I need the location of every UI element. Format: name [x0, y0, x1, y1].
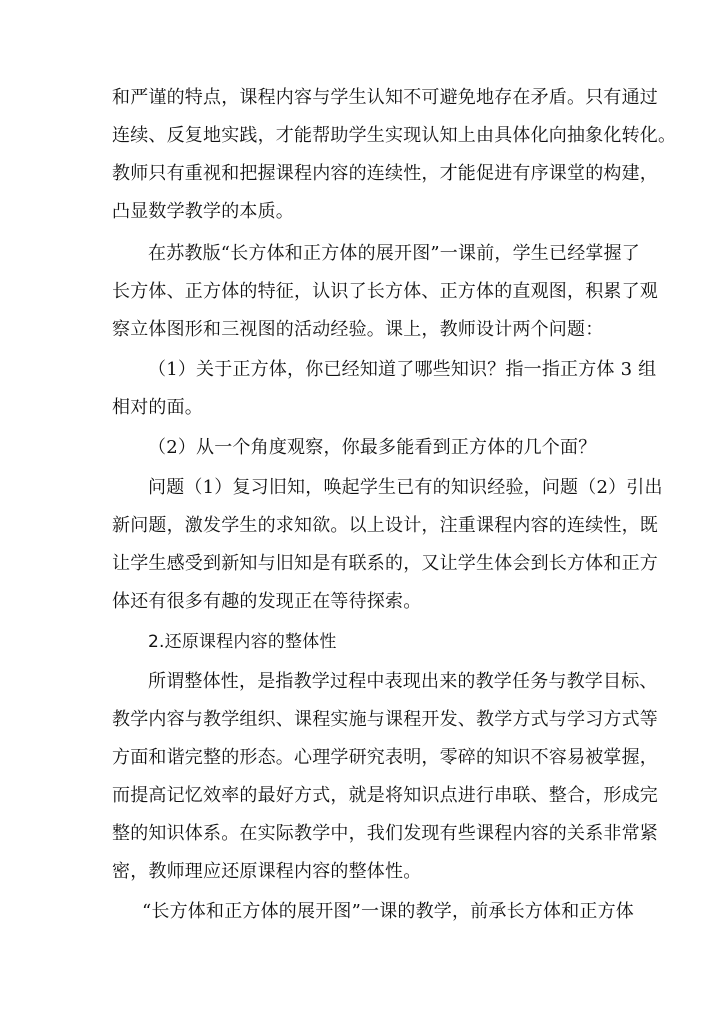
paragraph-first-line: 所谓整体性，是指教学过程中表现出来的教学任务与教学目标、 [148, 671, 658, 692]
text-line: 教学内容与教学组织、课程实施与课程开发、教学方式与学习方式等 [112, 709, 658, 730]
text-line: 教师只有重视和把握课程内容的连续性，才能促进有序课堂的构建， [112, 163, 658, 184]
text-line: 而提高记忆效率的最好方式，就是将知识点进行串联、整合，形成完 [112, 785, 658, 806]
text-line: 体还有很多有趣的发现正在等待探索。 [112, 591, 422, 612]
text-line: 长方体、正方体的特征，认识了长方体、正方体的直观图，积累了观 [112, 281, 658, 302]
paragraph-first-line: 问题（1）复习旧知，唤起学生已有的知识经验，问题（2）引出 [148, 477, 663, 498]
text-line: 方面和谐完整的形态。心理学研究表明，零碎的知识不容易被掌握， [112, 747, 658, 768]
text-line: 相对的面。 [112, 397, 203, 418]
text-line: 察立体图形和三视图的活动经验。课上，教师设计两个问题： [112, 319, 604, 340]
paragraph-first-line: 在苏教版“长方体和正方体的展开图”一课前，学生已经掌握了 [148, 243, 641, 264]
text-line: 新问题，激发学生的求知欲。以上设计，注重课程内容的连续性，既 [112, 515, 658, 536]
text-line: 连续、反复地实践，才能帮助学生实现认知上由具体化向抽象化转化。 [112, 125, 677, 146]
text-line: 凸显数学教学的本质。 [112, 201, 294, 222]
text-line: 让学生感受到新知与旧知是有联系的，又让学生体会到长方体和正方 [112, 553, 658, 574]
text-line: 整的知识体系。在实际教学中，我们发现有些课程内容的关系非常紧 [112, 823, 658, 844]
text-line: 和严谨的特点，课程内容与学生认知不可避免地存在矛盾。只有通过 [112, 87, 658, 108]
paragraph-first-line: “长方体和正方体的展开图”一课的教学，前承长方体和正方体 [142, 901, 635, 922]
question-1-line: （1）关于正方体，你已经知道了哪些知识？指一指正方体 3 组 [148, 359, 657, 380]
section-heading: 2.还原课程内容的整体性 [148, 632, 337, 652]
text-line: 密，教师理应还原课程内容的整体性。 [112, 861, 422, 882]
question-2-line: （2）从一个角度观察，你最多能看到正方体的几个面？ [148, 437, 597, 458]
